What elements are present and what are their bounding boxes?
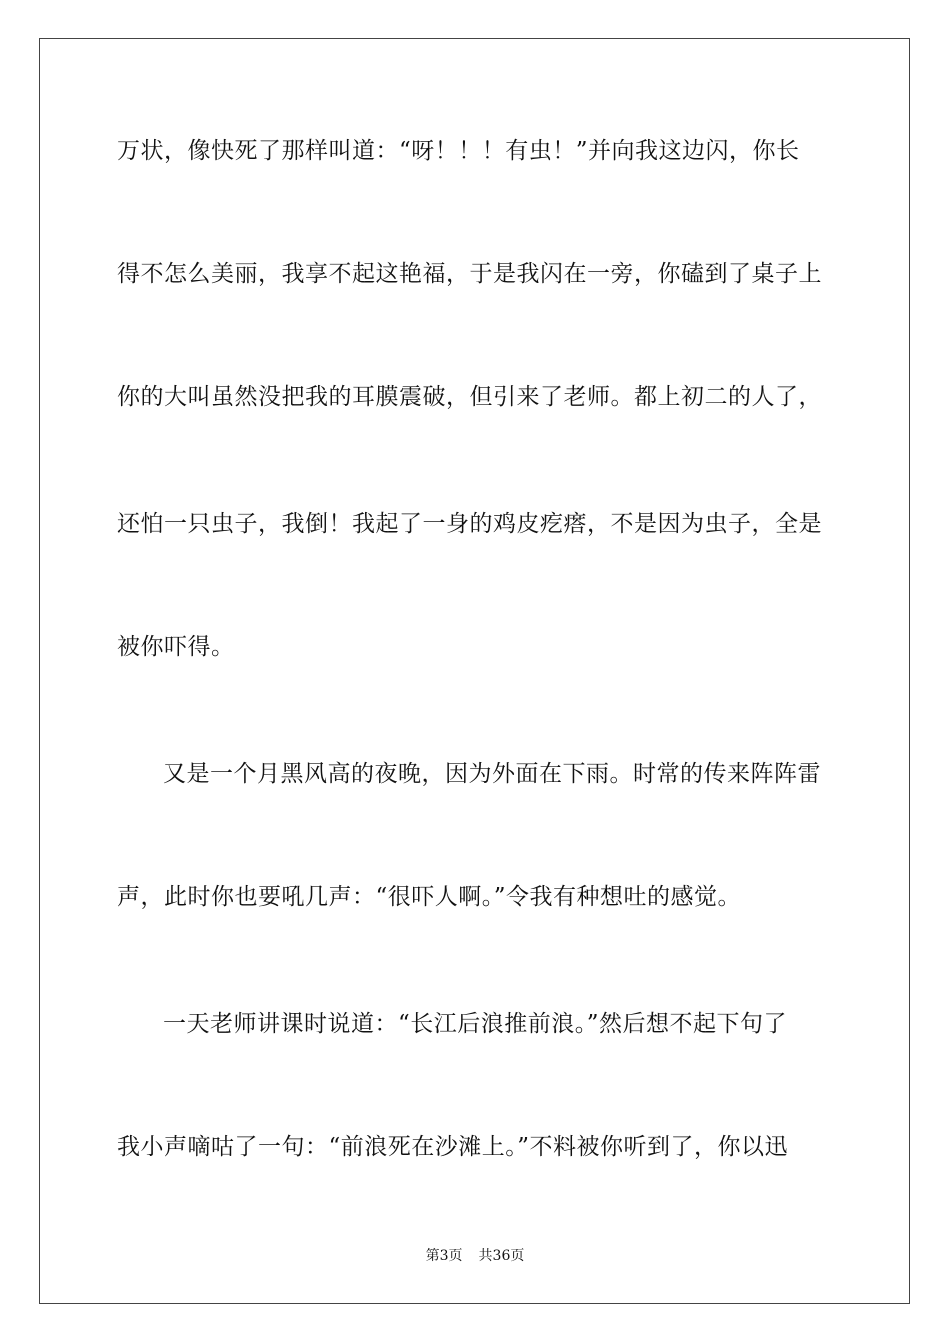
body-line-8: 一天老师讲课时说道：“长江后浪推前浪。”然后想不起下句了 <box>163 1011 788 1037</box>
body-line-5: 被你吓得。 <box>117 634 235 660</box>
body-line-7: 声，此时你也要吼几声：“很吓人啊。”令我有种想吐的感觉。 <box>117 884 742 910</box>
page-total: 共36页 <box>478 1248 525 1264</box>
body-line-2: 得不怎么美丽，我享不起这艳福，于是我闪在一旁，你磕到了桌子上 <box>117 261 822 287</box>
page-number: 第3页 <box>425 1248 463 1264</box>
body-line-3: 你的大叫虽然没把我的耳膜震破，但引来了老师。都上初二的人了， <box>117 384 822 410</box>
body-line-4: 还怕一只虫子，我倒！我起了一身的鸡皮疙瘩，不是因为虫子，全是 <box>117 511 822 537</box>
body-line-1: 万状，像快死了那样叫道：“呀！！！有虫！”并向我这边闪，你长 <box>117 138 800 164</box>
page-border <box>39 38 910 1304</box>
body-line-6: 又是一个月黑风高的夜晚，因为外面在下雨。时常的传来阵阵雷 <box>163 761 821 787</box>
body-line-9: 我小声嘀咕了一句：“前浪死在沙滩上。”不料被你听到了，你以迅 <box>117 1134 789 1160</box>
page-footer <box>0 1247 950 1265</box>
